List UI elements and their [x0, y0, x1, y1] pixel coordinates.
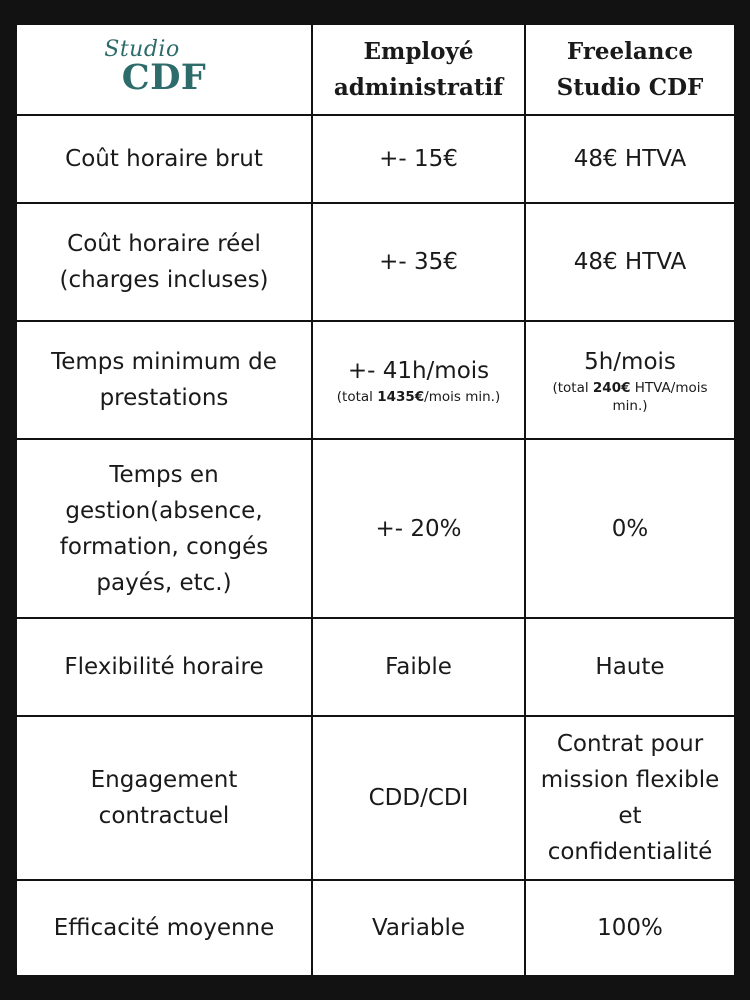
- employee-efficacite-moyenne: [313, 881, 524, 975]
- employee-value: CDD/CDI: [368, 785, 469, 811]
- employee-cout-horaire-reel: [313, 204, 524, 320]
- employee-note-amount: 1435€: [377, 389, 425, 405]
- freelance-temps-en-gestion: [526, 440, 734, 617]
- freelance-line2: mission flexible: [540, 767, 720, 793]
- comparison-table: [17, 25, 732, 973]
- freelance-cout-horaire-brut: [526, 116, 734, 202]
- freelance-value: 5h/mois: [584, 349, 676, 375]
- freelance-flexibilite-horaire: [526, 619, 734, 715]
- employee-value: +- 35€: [379, 249, 458, 275]
- employee-value: Faible: [385, 654, 452, 680]
- row-label-line1: Temps minimum de: [51, 349, 277, 375]
- freelance-efficacite-moyenne: [526, 881, 734, 975]
- employee-value: Variable: [371, 915, 466, 941]
- freelance-temps-minimum: [526, 322, 734, 438]
- row-label-text: Flexibilité horaire: [64, 654, 264, 680]
- freelance-cout-horaire-reel: [526, 204, 734, 320]
- freelance-note: [550, 379, 709, 397]
- employee-note-post: /mois min.): [424, 389, 501, 405]
- header-employee-line1: Employé: [363, 37, 474, 65]
- header-employee: [313, 25, 524, 114]
- freelance-value: 0%: [611, 515, 649, 542]
- freelance-note-line2: min.): [612, 398, 648, 414]
- studio-cdf-logo: [17, 25, 311, 114]
- freelance-value: Haute: [595, 654, 665, 680]
- employee-engagement-contractuel: [313, 717, 524, 879]
- row-label-line1: Temps en: [109, 461, 219, 488]
- freelance-note-amount: 240€: [592, 380, 631, 396]
- row-label-line3: formation, congés: [59, 533, 269, 560]
- freelance-value: 48€ HTVA: [573, 249, 687, 275]
- freelance-line4: confidentialité: [547, 839, 713, 865]
- row-label-cout-horaire-brut: [17, 116, 311, 202]
- row-label-temps-minimum: [17, 322, 311, 438]
- employee-temps-minimum: [313, 322, 524, 438]
- row-label-efficacite-moyenne: [17, 881, 311, 975]
- freelance-value: 100%: [597, 915, 663, 941]
- header-freelance: [526, 25, 734, 114]
- row-label-line2: (charges incluses): [59, 267, 269, 293]
- row-label-line2: gestion(absence,: [65, 497, 263, 524]
- row-label-line1: Engagement: [90, 767, 238, 793]
- row-label-text: Coût horaire brut: [65, 146, 263, 172]
- logo-main-text: CDF: [121, 56, 207, 98]
- freelance-value: 48€ HTVA: [573, 146, 687, 172]
- freelance-note-post: HTVA/mois: [630, 380, 708, 396]
- freelance-engagement-contractuel: [526, 717, 734, 879]
- employee-temps-en-gestion: [313, 440, 524, 617]
- row-label-line2: contractuel: [98, 803, 230, 829]
- row-label-engagement-contractuel: [17, 717, 311, 879]
- row-label-line1: Coût horaire réel: [67, 231, 261, 257]
- logo-script-text: Studio: [104, 36, 180, 62]
- employee-value: +- 41h/mois: [347, 358, 490, 384]
- header-freelance-line2: Studio CDF: [556, 73, 704, 101]
- freelance-note-pre: (total: [552, 380, 593, 396]
- employee-value: +- 15€: [379, 146, 458, 172]
- employee-note: [335, 388, 502, 406]
- freelance-line1: Contrat pour: [556, 731, 704, 757]
- row-label-line4: payés, etc.): [96, 569, 232, 596]
- employee-note-pre: (total: [336, 389, 378, 405]
- row-label-cout-horaire-reel: [17, 204, 311, 320]
- row-label-text: Efficacité moyenne: [53, 915, 275, 941]
- header-employee-line2: administratif: [333, 73, 504, 101]
- employee-flexibilite-horaire: [313, 619, 524, 715]
- row-label-temps-en-gestion: [17, 440, 311, 617]
- employee-cout-horaire-brut: [313, 116, 524, 202]
- freelance-line3: et: [618, 803, 642, 829]
- row-label-line2: prestations: [99, 385, 229, 411]
- header-freelance-line1: Freelance: [566, 37, 694, 65]
- employee-value: +- 20%: [375, 515, 462, 542]
- row-label-flexibilite-horaire: [17, 619, 311, 715]
